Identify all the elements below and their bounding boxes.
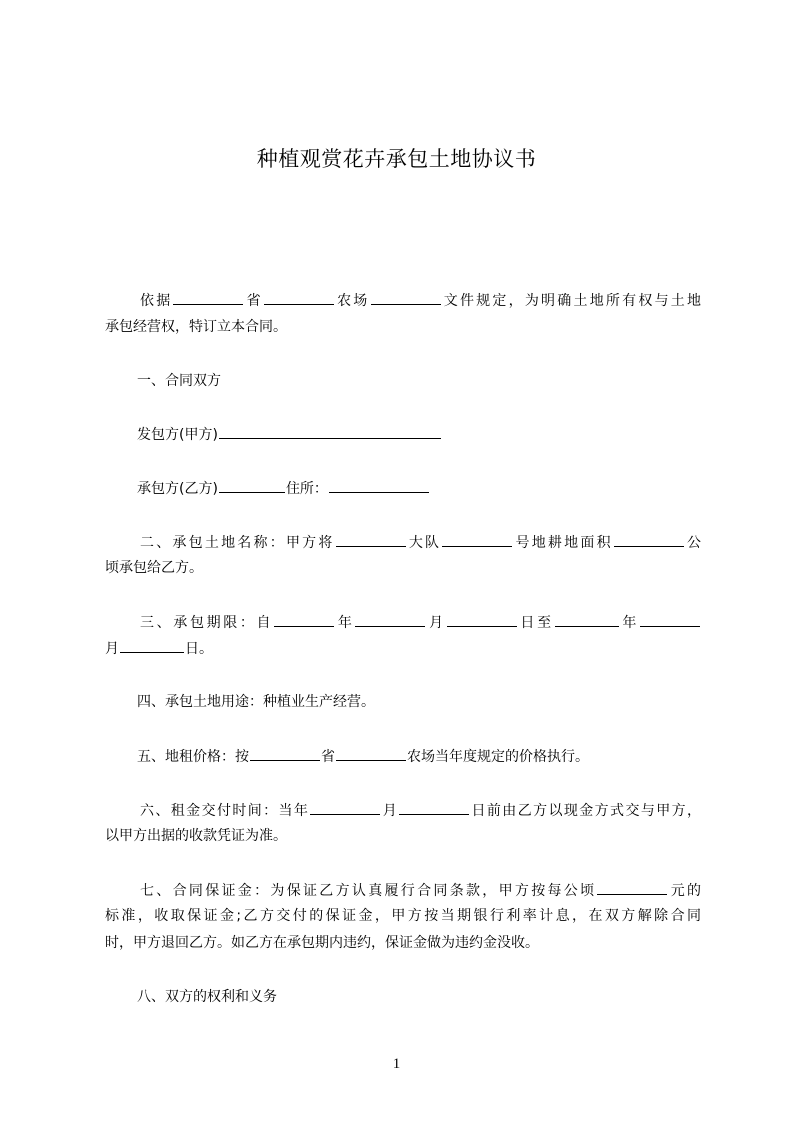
section-3-line-2: 月 日。: [105, 638, 701, 659]
section-7-line-1: 七、合同保证金：为保证乙方认真履行合同条款，甲方按每公顷 元的: [105, 880, 701, 901]
blank-party-a: [219, 424, 441, 439]
party-a-line: 发包方(甲方): [137, 424, 733, 445]
section-6-line-1: 六、租金交付时间：当年 月 日前由乙方以现金方式交与甲方，: [105, 800, 701, 821]
section-4-line: 四、承包土地用途：种植业生产经营。: [137, 694, 375, 710]
section-8-heading: 八、双方的权利和义务: [137, 989, 277, 1005]
party-b-line: 承包方(乙方) 住所：: [137, 478, 733, 499]
section-1-heading: 一、合同双方: [137, 373, 221, 389]
section-5-line: 五、地租价格：按 省 农场当年度规定的价格执行。: [137, 746, 733, 767]
page-number: 1: [392, 1056, 401, 1072]
blank-address: [329, 478, 429, 493]
preamble-line-2: 承包经营权，特订立本合同。: [105, 319, 287, 335]
section-3-line-1: 三、承包期限：自 年 月 日至 年: [105, 612, 701, 633]
document-title: 种植观赏花卉承包土地协议书: [256, 147, 537, 171]
section-7-line-3: 时，甲方退回乙方。如乙方在承包期内违约，保证金做为违约金没收。: [105, 935, 539, 951]
blank-document: [371, 290, 441, 305]
preamble-line-1: 依据 省 农场 文件规定，为明确土地所有权与土地: [105, 290, 701, 311]
section-2-line-2: 顷承包给乙方。: [105, 560, 203, 576]
section-6-line-2: 以甲方出据的收款凭证为准。: [105, 828, 287, 844]
blank-party-b: [219, 478, 285, 493]
section-7-line-2: 标准，收取保证金;乙方交付的保证金，甲方按当期银行利率计息，在双方解除合同: [105, 908, 701, 924]
blank-farm: [264, 290, 334, 305]
blank-province: [173, 290, 243, 305]
section-2-line-1: 二、承包土地名称：甲方将 大队 号地耕地面积 公: [105, 532, 701, 553]
